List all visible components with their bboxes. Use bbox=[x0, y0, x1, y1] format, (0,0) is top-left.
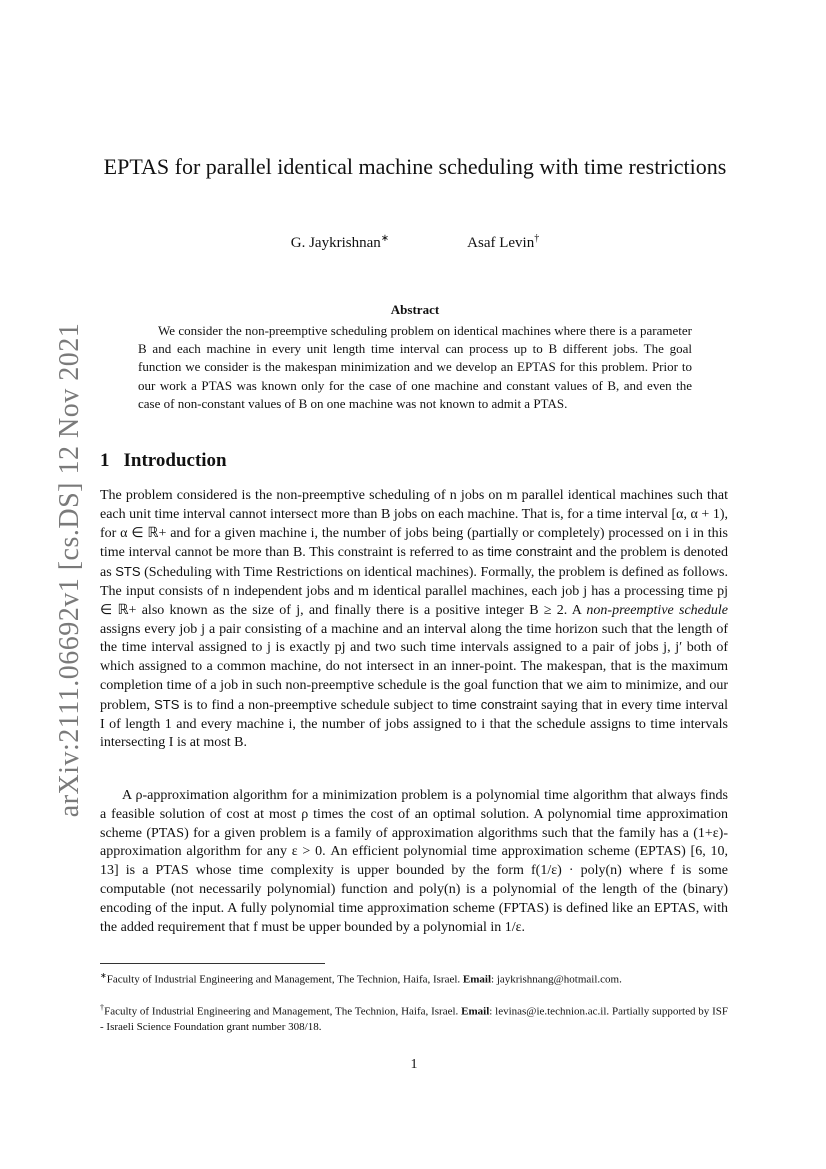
author bbox=[291, 233, 389, 252]
term-sts: STS bbox=[154, 696, 180, 712]
paragraph-text: is to find a non-preemptive schedule subject to bbox=[183, 697, 449, 713]
paper-title: EPTAS for parallel identical machine scheduling with time restrictions bbox=[103, 154, 727, 179]
paragraph-text: and the problem is denoted as bbox=[100, 545, 728, 581]
footnote-text: Faculty of Industrial Engineering and Management, The Technion, Haifa, Israel. bbox=[104, 1005, 459, 1018]
footnote-mark: † bbox=[100, 1003, 105, 1012]
section-number: 1 bbox=[100, 450, 110, 471]
page-number: 1 bbox=[410, 1057, 418, 1072]
paragraph-text: assigns every job j a pair consisting of a machine and an interval along the time horizon such that the length of the time interval assigned to j is exactly pj and two such time intervals assigned to a pair of jobs j, j′ both of which assigned to a common machine, do not intersect in an inner-point. The makespan, that is the maximum completion time of a job in such non-preemptive schedule is the goal function that we aim to minimize, and our problem, bbox=[100, 621, 728, 713]
term-time-constraint: time constraint bbox=[487, 544, 573, 560]
paragraph-text: (Scheduling with Time Restrictions on identical machines). Formally, the problem is defined as follows. The input consists of n independent jobs and m identical parallel machines, each job j has a processing time pj ∈ ℝ+ also known as the size of j, and finally there is a positive integer B ≥ 2. A bbox=[100, 565, 728, 618]
footnote-email-label: Email bbox=[462, 973, 492, 986]
section-title: Introduction bbox=[123, 450, 227, 471]
paragraph-text: The problem considered is the non-preemptive scheduling of n jobs on m parallel identical machines such that each unit time interval cannot intersect more than B jobs on each machine. That is, for a time interval [α, α + 1), for α ∈ ℝ+ and for a given machine i, the number of jobs being (partially or completely) processed on i in this time interval cannot be more than B. This constraint is referred to as bbox=[100, 488, 728, 561]
abstract-heading: Abstract bbox=[390, 302, 440, 317]
footnote-email: : jaykrishnang@hotmail.com. bbox=[491, 973, 622, 986]
footnote-mark: ∗ bbox=[100, 971, 107, 980]
intro-paragraph-1 bbox=[100, 487, 728, 753]
term-non-preemptive-schedule: non-preemptive schedule bbox=[586, 602, 728, 618]
footnote-1 bbox=[100, 968, 728, 988]
section-heading bbox=[100, 450, 227, 472]
author bbox=[467, 233, 539, 252]
intro-paragraph-2: A ρ-approximation algorithm for a minimization problem is a polynomial time algorithm that always finds a feasible solution of cost at most ρ times the cost of an optimal solution. A polynomial time approximation scheme (PTAS) for a given problem is a family of approximation algorithms such that the family has a (1+ε)-approximation algorithm for any ε > 0. An efficient polynomial time approximation scheme (EPTAS) [6, 10, 13] is a PTAS whose time complexity is upper bounded by the form f(1/ε) · poly(n) where f is some computable (not necessarily polynomial) function and poly(n) is a polynomial of the length of the (binary) encoding of the input. A fully polynomial time approximation scheme (FPTAS) is defined like an EPTAS, with the added requirement that f must be upper bounded by a polynomial in 1/ε. bbox=[100, 788, 728, 935]
author-footnote-mark: † bbox=[534, 233, 540, 244]
arxiv-identifier-stamp bbox=[50, 322, 90, 818]
author-list bbox=[100, 233, 730, 252]
footnote-email: : levinas@ie.technion.ac.il. Partially supported by ISF - Israeli Science Foundation grant number 308/18. bbox=[100, 1005, 729, 1034]
paragraph-text: saying that in every time interval I of length 1 and every machine i, the number of jobs assigned to i that the schedule assigns to time intervals intersecting I is at most B. bbox=[100, 697, 728, 751]
term-time-constraint: time constraint bbox=[452, 696, 538, 712]
footnote-text: Faculty of Industrial Engineering and Management, The Technion, Haifa, Israel. bbox=[106, 973, 461, 986]
footnote-email-label: Email bbox=[461, 1005, 490, 1018]
footnote-separator bbox=[100, 963, 325, 964]
term-sts: STS bbox=[115, 564, 141, 580]
author-footnote-mark: ∗ bbox=[380, 233, 390, 244]
abstract-text: We consider the non-preemptive scheduling problem on identical machines where there is a parameter B and each machine in every unit length time interval can process up to B different jobs. The goal function we consider is the makespan minimization and we develop an EPTAS for this problem. Prior to our work a PTAS was known only for the case of one machine and constant values of B, and even the case of non-constant values of B on one machine was not known to admit a PTAS. bbox=[138, 323, 692, 411]
arxiv-identifier: arXiv:2111.06692v1 [cs.DS] 12 Nov 2021 bbox=[54, 322, 86, 818]
footnote-2 bbox=[100, 1000, 728, 1036]
author-name: G. Jaykrishnan bbox=[290, 235, 381, 251]
author-name: Asaf Levin bbox=[467, 235, 535, 251]
